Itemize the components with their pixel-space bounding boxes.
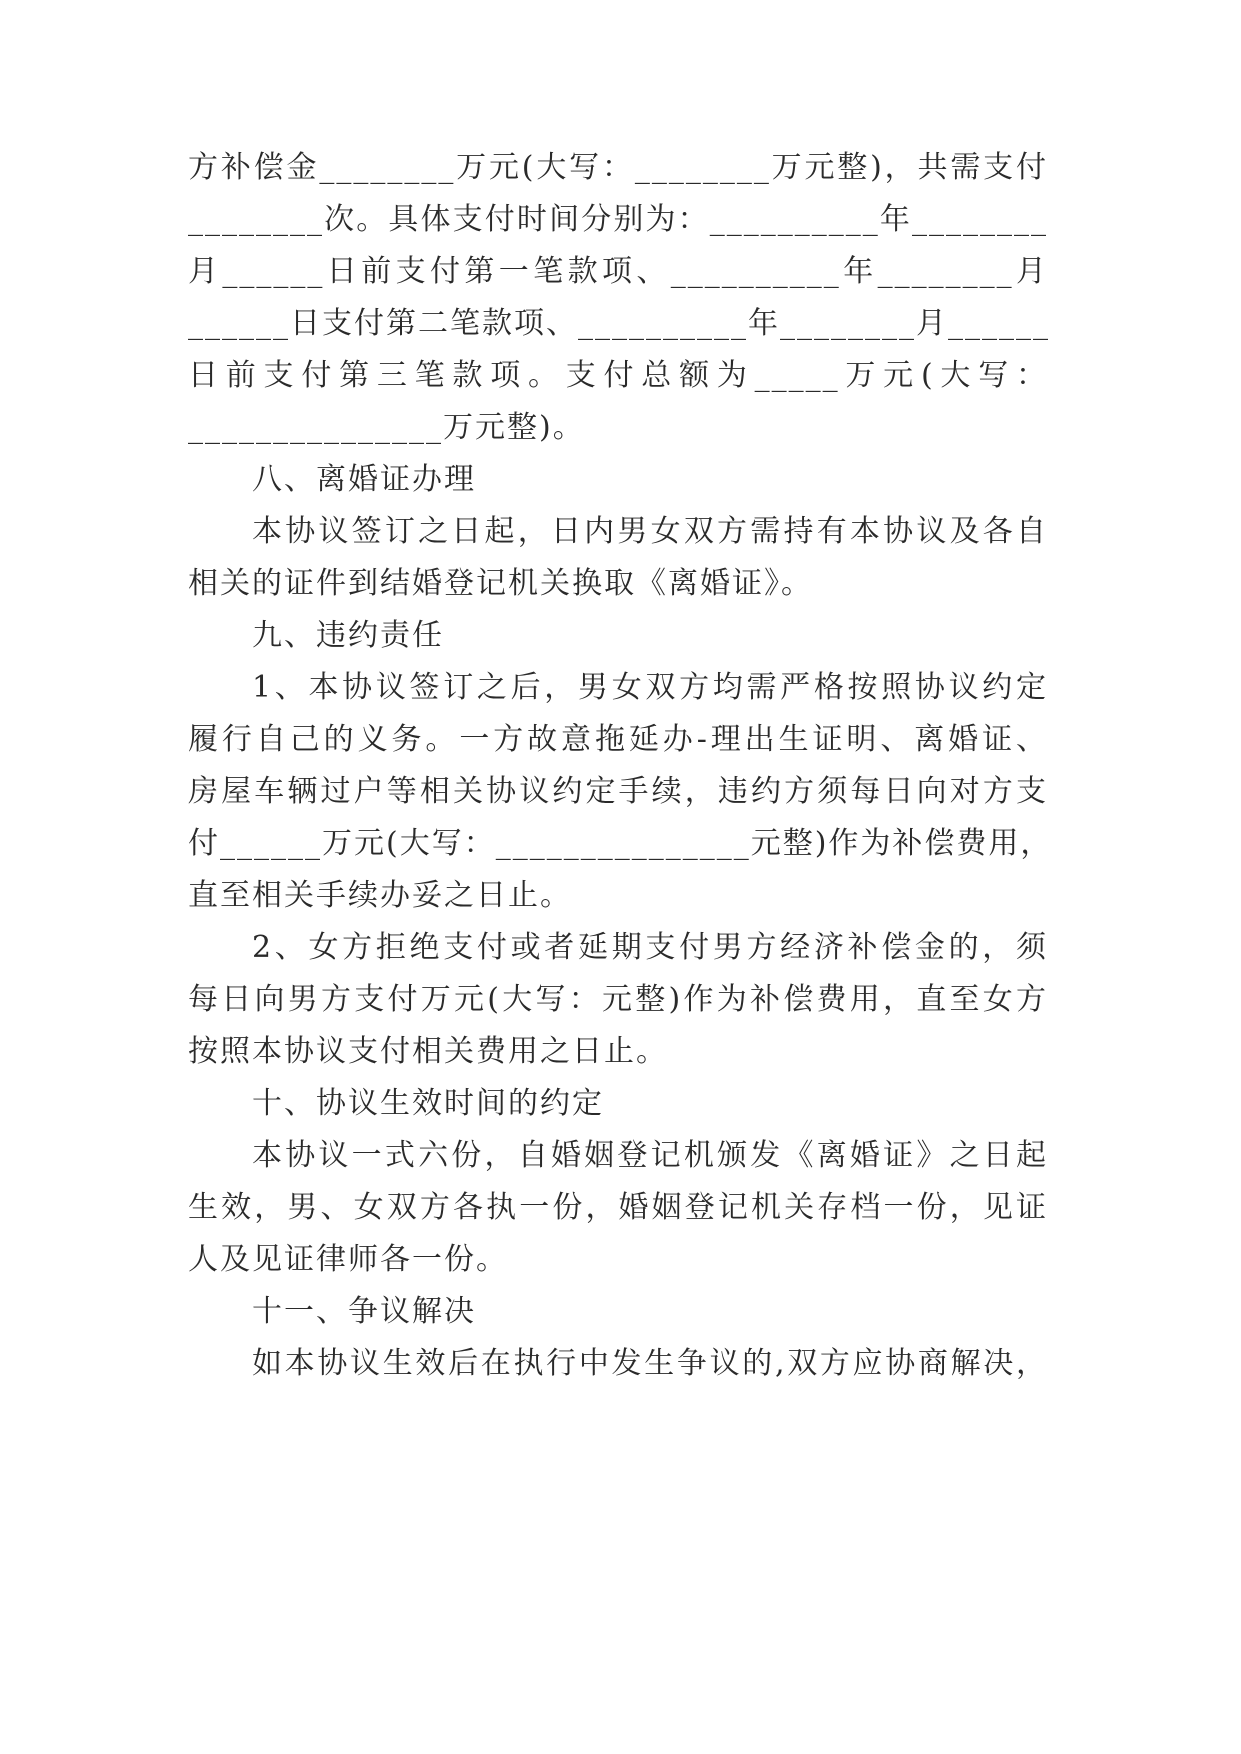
paragraph-line: 按照本协议支付相关费用之日止。 [188, 1034, 668, 1069]
section-heading: 九、违约责任 [252, 618, 444, 653]
paragraph-line: _______________万元整)。 [188, 410, 585, 445]
paragraph-line: 本协议签订之日起，日内男女双方需持有本协议及各自 [252, 514, 1048, 549]
paragraph-line: 月______日前支付第一笔款项、__________年________月 [188, 254, 1048, 289]
paragraph-line: 每日向男方支付万元(大写：元整)作为补偿费用，直至女方 [188, 982, 1048, 1017]
paragraph-line: 日前支付第三笔款项。支付总额为_____万元(大写： [188, 358, 1048, 393]
paragraph-line: 直至相关手续办妥之日止。 [188, 878, 572, 913]
section-heading: 十、协议生效时间的约定 [252, 1086, 604, 1121]
section-heading: 十一、争议解决 [252, 1294, 476, 1329]
paragraph-line: 付______万元(大写：_______________元整)作为补偿费用， [188, 826, 1053, 861]
paragraph-line: 方补偿金________万元(大写：________万元整)，共需支付 [188, 150, 1048, 185]
paragraph-line: ________次。具体支付时间分别为：__________年________ [188, 202, 1048, 237]
paragraph-line: 房屋车辆过户等相关协议约定手续，违约方须每日向对方支 [188, 774, 1048, 809]
paragraph-line: 2、女方拒绝支付或者延期支付男方经济补偿金的，须 [252, 930, 1048, 965]
paragraph-line: 本协议一式六份，自婚姻登记机颁发《离婚证》之日起 [252, 1138, 1048, 1173]
paragraph-line: 履行自己的义务。一方故意拖延办-理出生证明、离婚证、 [188, 722, 1048, 757]
paragraph-line: 如本协议生效后在执行中发生争议的,双方应协商解决， [252, 1346, 1048, 1381]
paragraph-line: ______日支付第二笔款项、__________年________月______ [188, 306, 1050, 341]
paragraph-line: 1、本协议签订之后，男女双方均需严格按照协议约定 [252, 670, 1048, 705]
paragraph-line: 人及见证律师各一份。 [188, 1242, 508, 1277]
paragraph-line: 生效，男、女双方各执一份，婚姻登记机关存档一份，见证 [188, 1190, 1048, 1225]
section-heading: 八、离婚证办理 [252, 462, 476, 497]
paragraph-line: 相关的证件到结婚登记机关换取《离婚证》。 [188, 566, 813, 601]
